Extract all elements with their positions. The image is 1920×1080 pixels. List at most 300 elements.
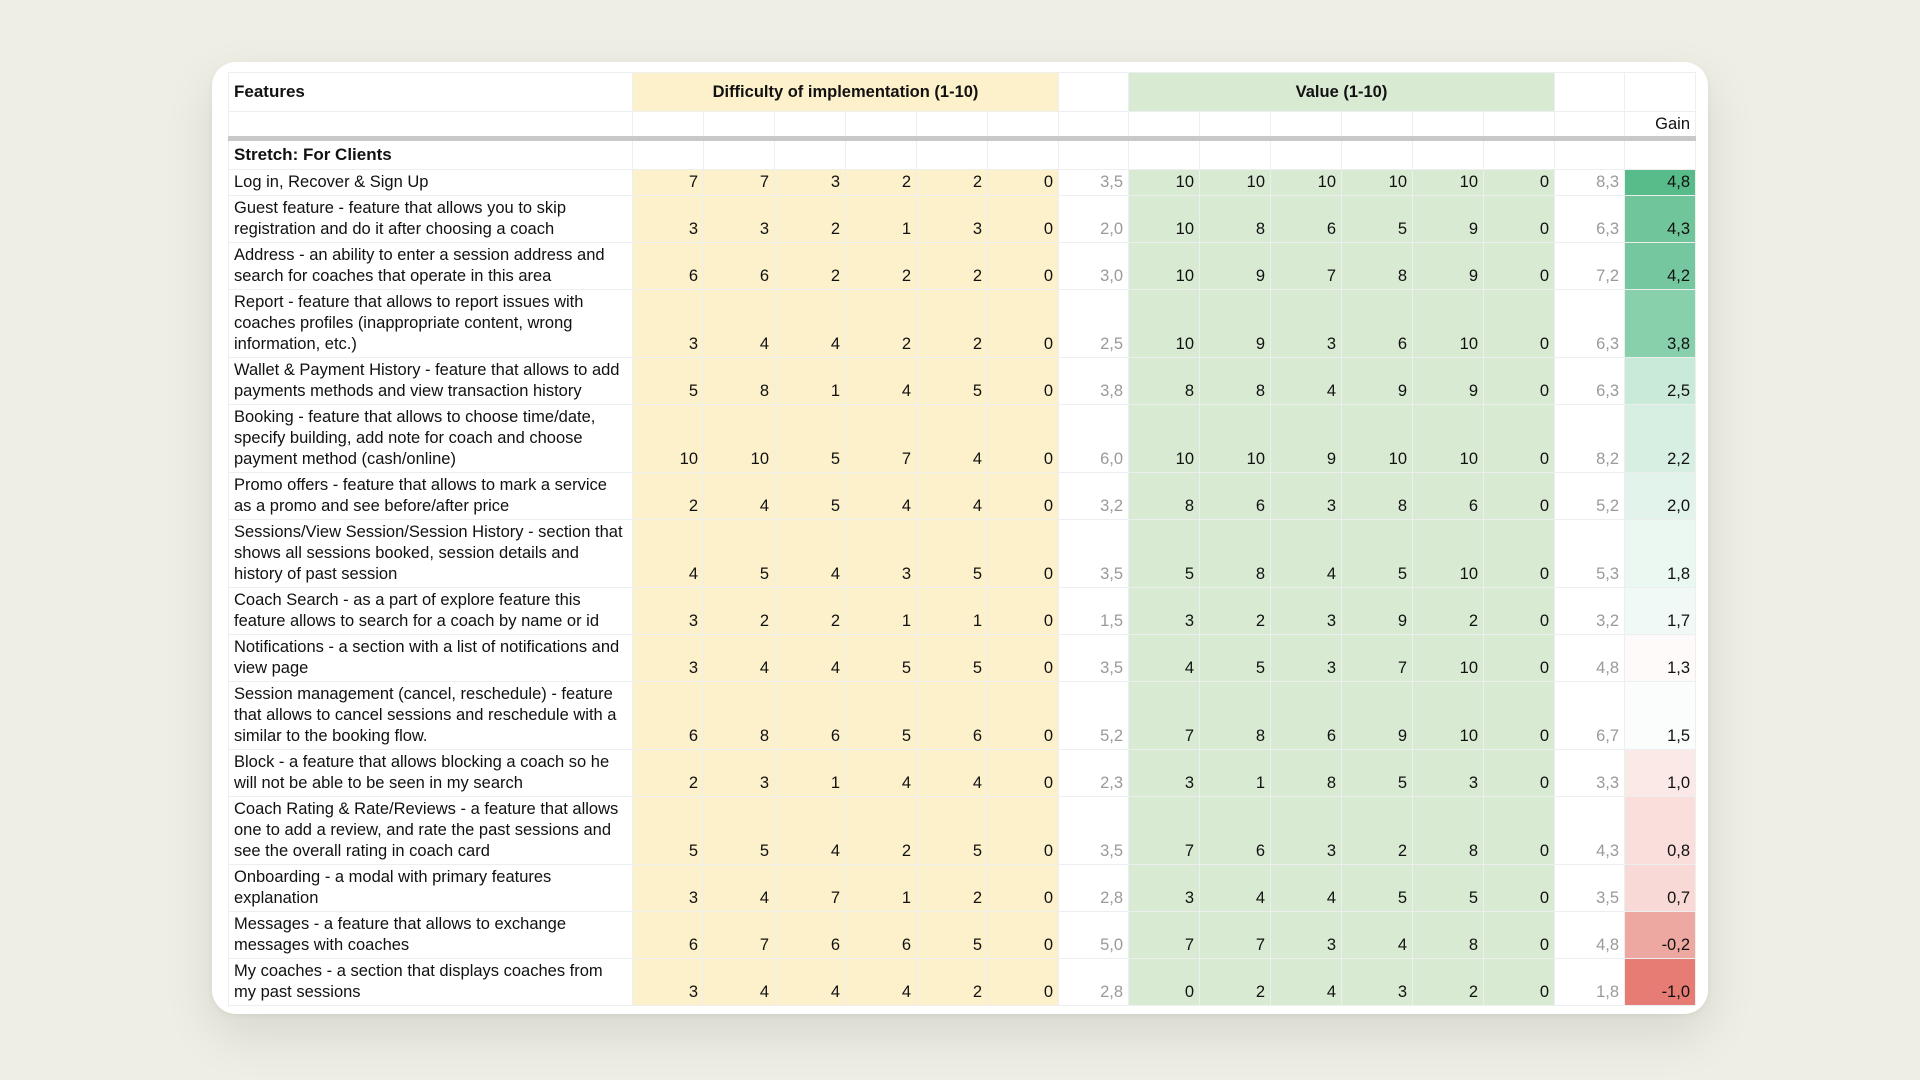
value-average-cell[interactable]: 6,7 [1555,682,1625,750]
header-spacer[interactable] [1059,73,1129,112]
value-cell[interactable]: 10 [1129,196,1200,243]
difficulty-cell[interactable]: 4 [846,959,917,1006]
difficulty-average-cell[interactable]: 2,0 [1059,196,1129,243]
difficulty-cell[interactable]: 0 [988,243,1059,290]
subheader-cell[interactable] [704,112,775,139]
difficulty-average-cell[interactable]: 3,5 [1059,797,1129,865]
value-average-cell[interactable]: 8,3 [1555,170,1625,196]
table-row [229,196,1696,243]
difficulty-average-cell[interactable]: 3,5 [1059,635,1129,682]
feature-cell[interactable]: Coach Rating & Rate/Reviews - a feature that allows one to add a review, and rate the past sessions and see the overall rating in coach card [229,797,633,865]
value-cell[interactable]: 10 [1413,682,1484,750]
gain-cell[interactable]: 3,8 [1625,290,1696,358]
section-cell[interactable] [988,139,1059,170]
feature-cell[interactable]: Log in, Recover & Sign Up [229,170,633,196]
feature-cell[interactable]: Messages - a feature that allows to exchange messages with coaches [229,912,633,959]
value-cell[interactable]: 3 [1129,865,1200,912]
value-cell[interactable]: 8 [1129,473,1200,520]
difficulty-cell[interactable]: 5 [775,405,846,473]
difficulty-cell[interactable]: 6 [775,682,846,750]
gain-cell[interactable]: 0,8 [1625,797,1696,865]
value-cell[interactable]: 2 [1413,588,1484,635]
difficulty-cell[interactable]: 2 [846,290,917,358]
section-cell[interactable] [1625,139,1696,170]
table-row [229,520,1696,588]
difficulty-cell[interactable]: 4 [775,797,846,865]
section-cell[interactable] [1129,139,1200,170]
value-cell[interactable]: 8 [1129,358,1200,405]
difficulty-cell[interactable]: 2 [917,170,988,196]
value-cell[interactable]: 4 [1271,865,1342,912]
value-average-cell[interactable]: 1,8 [1555,959,1625,1006]
value-cell[interactable]: 3 [1271,635,1342,682]
difficulty-cell[interactable]: 1 [846,588,917,635]
value-cell[interactable]: 3 [1129,750,1200,797]
value-cell[interactable]: 7 [1271,243,1342,290]
value-cell[interactable]: 0 [1484,750,1555,797]
subheader-cell[interactable] [1342,112,1413,139]
value-average-cell[interactable]: 5,2 [1555,473,1625,520]
value-cell[interactable]: 10 [1129,405,1200,473]
value-cell[interactable]: 9 [1200,290,1271,358]
table-row [229,797,1696,865]
gain-cell[interactable]: 0,7 [1625,865,1696,912]
difficulty-cell[interactable]: 4 [846,473,917,520]
value-cell[interactable]: 10 [1129,170,1200,196]
value-cell[interactable]: 3 [1271,290,1342,358]
value-average-cell[interactable]: 8,2 [1555,405,1625,473]
difficulty-cell[interactable]: 5 [917,635,988,682]
difficulty-average-cell[interactable]: 3,8 [1059,358,1129,405]
value-average-cell[interactable]: 6,3 [1555,290,1625,358]
difficulty-cell[interactable]: 2 [633,750,704,797]
difficulty-average-cell[interactable]: 2,3 [1059,750,1129,797]
difficulty-cell[interactable]: 6 [633,912,704,959]
value-average-cell[interactable]: 3,2 [1555,588,1625,635]
difficulty-cell[interactable]: 5 [633,358,704,405]
difficulty-cell[interactable]: 5 [846,635,917,682]
value-cell[interactable]: 10 [1129,243,1200,290]
value-cell[interactable]: 0 [1129,959,1200,1006]
difficulty-cell[interactable]: 4 [775,290,846,358]
value-cell[interactable]: 7 [1342,635,1413,682]
value-cell[interactable]: 4 [1271,358,1342,405]
value-average-cell[interactable]: 5,3 [1555,520,1625,588]
value-cell[interactable]: 6 [1200,797,1271,865]
value-cell[interactable]: 4 [1129,635,1200,682]
difficulty-cell[interactable]: 6 [633,682,704,750]
value-cell[interactable]: 0 [1484,588,1555,635]
value-cell[interactable]: 10 [1413,170,1484,196]
subheader-cell[interactable] [1129,112,1200,139]
difficulty-cell[interactable]: 1 [846,196,917,243]
gain-cell[interactable]: -1,0 [1625,959,1696,1006]
value-average-cell[interactable]: 3,5 [1555,865,1625,912]
difficulty-cell[interactable]: 5 [704,520,775,588]
difficulty-cell[interactable]: 0 [988,196,1059,243]
value-cell[interactable]: 10 [1413,635,1484,682]
gain-header[interactable]: Gain [1625,112,1696,139]
value-cell[interactable]: 10 [1413,520,1484,588]
value-cell[interactable]: 6 [1271,682,1342,750]
difficulty-cell[interactable]: 0 [988,635,1059,682]
table-row [229,405,1696,473]
difficulty-cell[interactable]: 1 [846,865,917,912]
value-cell[interactable]: 8 [1271,750,1342,797]
header-spacer[interactable] [1625,73,1696,112]
value-cell[interactable]: 3 [1271,473,1342,520]
difficulty-cell[interactable]: 7 [775,865,846,912]
value-cell[interactable]: 8 [1200,196,1271,243]
difficulty-average-cell[interactable]: 2,5 [1059,290,1129,358]
feature-cell[interactable]: Report - feature that allows to report issues with coaches profiles (inappropriate content, wrong information, etc.) [229,290,633,358]
subheader-cell[interactable] [775,112,846,139]
gain-cell[interactable]: 4,2 [1625,243,1696,290]
value-cell[interactable]: 10 [1200,405,1271,473]
subheader-cell[interactable] [846,112,917,139]
value-cell[interactable]: 8 [1413,797,1484,865]
section-cell[interactable] [1342,139,1413,170]
feature-cell[interactable]: Sessions/View Session/Session History - section that shows all sessions booked, session details and history of past session [229,520,633,588]
value-cell[interactable]: 10 [1413,290,1484,358]
section-cell[interactable] [1413,139,1484,170]
value-cell[interactable]: 1 [1200,750,1271,797]
value-cell[interactable]: 6 [1271,196,1342,243]
value-cell[interactable]: 10 [1342,170,1413,196]
difficulty-cell[interactable]: 0 [988,797,1059,865]
feature-cell[interactable]: Block - a feature that allows blocking a coach so he will not be able to be seen in my search [229,750,633,797]
difficulty-cell[interactable]: 7 [846,405,917,473]
value-cell[interactable]: 3 [1413,750,1484,797]
section-cell[interactable] [1059,139,1129,170]
difficulty-cell[interactable]: 2 [917,243,988,290]
value-cell[interactable]: 0 [1484,912,1555,959]
value-cell[interactable]: 10 [1129,290,1200,358]
value-cell[interactable]: 5 [1200,635,1271,682]
difficulty-cell[interactable]: 0 [988,473,1059,520]
difficulty-cell[interactable]: 0 [988,405,1059,473]
subheader-cell[interactable] [1413,112,1484,139]
value-cell[interactable]: 9 [1413,196,1484,243]
value-cell[interactable]: 5 [1342,865,1413,912]
difficulty-cell[interactable]: 2 [704,588,775,635]
value-cell[interactable]: 9 [1413,358,1484,405]
difficulty-average-cell[interactable]: 3,5 [1059,170,1129,196]
value-header[interactable]: Value (1-10) [1129,73,1555,112]
subheader-cell[interactable] [917,112,988,139]
value-average-cell[interactable]: 4,8 [1555,912,1625,959]
value-cell[interactable]: 7 [1129,682,1200,750]
value-cell[interactable]: 6 [1200,473,1271,520]
section-cell[interactable] [775,139,846,170]
difficulty-cell[interactable]: 6 [704,243,775,290]
difficulty-cell[interactable]: 4 [917,473,988,520]
difficulty-cell[interactable]: 1 [775,358,846,405]
difficulty-cell[interactable]: 2 [775,196,846,243]
value-cell[interactable]: 4 [1271,520,1342,588]
value-cell[interactable]: 5 [1342,750,1413,797]
difficulty-average-cell[interactable]: 3,0 [1059,243,1129,290]
difficulty-cell[interactable]: 0 [988,520,1059,588]
feature-cell[interactable]: My coaches - a section that displays coaches from my past sessions [229,959,633,1006]
difficulty-cell[interactable]: 8 [704,682,775,750]
difficulty-cell[interactable]: 3 [633,865,704,912]
value-cell[interactable]: 8 [1342,473,1413,520]
difficulty-cell[interactable]: 6 [775,912,846,959]
difficulty-cell[interactable]: 2 [775,588,846,635]
feature-cell[interactable]: Coach Search - as a part of explore feature this feature allows to search for a coach by name or id [229,588,633,635]
subheader-cell[interactable] [988,112,1059,139]
difficulty-cell[interactable]: 0 [988,959,1059,1006]
difficulty-cell[interactable]: 4 [846,358,917,405]
value-cell[interactable]: 3 [1271,588,1342,635]
difficulty-cell[interactable]: 4 [846,750,917,797]
difficulty-cell[interactable]: 5 [704,797,775,865]
value-cell[interactable]: 0 [1484,358,1555,405]
value-cell[interactable]: 3 [1342,959,1413,1006]
value-cell[interactable]: 2 [1200,588,1271,635]
subheader-cell[interactable] [1484,112,1555,139]
difficulty-cell[interactable]: 5 [633,797,704,865]
value-cell[interactable]: 0 [1484,290,1555,358]
difficulty-cell[interactable]: 3 [917,196,988,243]
value-average-cell[interactable]: 4,8 [1555,635,1625,682]
value-cell[interactable]: 8 [1200,520,1271,588]
difficulty-cell[interactable]: 3 [704,750,775,797]
feature-cell[interactable]: Guest feature - feature that allows you to skip registration and do it after choosing a coach [229,196,633,243]
value-average-cell[interactable]: 3,3 [1555,750,1625,797]
difficulty-cell[interactable]: 0 [988,682,1059,750]
difficulty-cell[interactable]: 5 [846,682,917,750]
value-cell[interactable]: 7 [1129,797,1200,865]
difficulty-cell[interactable]: 8 [704,358,775,405]
value-cell[interactable]: 2 [1342,797,1413,865]
value-cell[interactable]: 0 [1484,405,1555,473]
value-cell[interactable]: 7 [1200,912,1271,959]
feature-cell[interactable]: Address - an ability to enter a session address and search for coaches that operate in this area [229,243,633,290]
section-cell[interactable] [704,139,775,170]
value-average-cell[interactable]: 4,3 [1555,797,1625,865]
value-cell[interactable]: 10 [1342,405,1413,473]
value-cell[interactable]: 4 [1200,865,1271,912]
gain-cell[interactable]: 2,2 [1625,405,1696,473]
value-cell[interactable]: 10 [1200,170,1271,196]
value-average-cell[interactable]: 7,2 [1555,243,1625,290]
difficulty-cell[interactable]: 0 [988,588,1059,635]
value-cell[interactable]: 9 [1200,243,1271,290]
value-cell[interactable]: 8 [1413,912,1484,959]
difficulty-cell[interactable]: 6 [917,682,988,750]
value-cell[interactable]: 0 [1484,473,1555,520]
subheader-cell[interactable] [1271,112,1342,139]
difficulty-cell[interactable]: 0 [988,170,1059,196]
value-cell[interactable]: 0 [1484,520,1555,588]
difficulty-cell[interactable]: 4 [704,635,775,682]
difficulty-average-cell[interactable]: 6,0 [1059,405,1129,473]
section-cell[interactable] [846,139,917,170]
feature-cell[interactable]: Promo offers - feature that allows to mark a service as a promo and see before/after price [229,473,633,520]
difficulty-cell[interactable]: 3 [633,588,704,635]
section-cell[interactable] [1484,139,1555,170]
value-cell[interactable]: 6 [1342,290,1413,358]
difficulty-cell[interactable]: 7 [704,912,775,959]
subheader-cell[interactable] [1200,112,1271,139]
section-title[interactable]: Stretch: For Clients [229,139,633,170]
value-cell[interactable]: 0 [1484,682,1555,750]
subheader-cell[interactable] [1059,112,1129,139]
difficulty-cell[interactable]: 4 [775,635,846,682]
value-cell[interactable]: 2 [1413,959,1484,1006]
difficulty-cell[interactable]: 10 [633,405,704,473]
difficulty-cell[interactable]: 3 [633,196,704,243]
difficulty-cell[interactable]: 0 [988,912,1059,959]
difficulty-cell[interactable]: 7 [633,170,704,196]
difficulty-cell[interactable]: 2 [846,170,917,196]
value-cell[interactable]: 8 [1342,243,1413,290]
value-cell[interactable]: 4 [1342,912,1413,959]
difficulty-cell[interactable]: 4 [917,405,988,473]
difficulty-cell[interactable]: 5 [917,797,988,865]
value-cell[interactable]: 9 [1342,358,1413,405]
difficulty-cell[interactable]: 1 [917,588,988,635]
value-cell[interactable]: 9 [1271,405,1342,473]
difficulty-cell[interactable]: 3 [846,520,917,588]
difficulty-cell[interactable]: 4 [775,520,846,588]
difficulty-header[interactable]: Difficulty of implementation (1-10) [633,73,1059,112]
gain-cell[interactable]: 2,0 [1625,473,1696,520]
value-cell[interactable]: 3 [1129,588,1200,635]
difficulty-cell[interactable]: 5 [917,520,988,588]
subheader-row [229,112,1696,139]
difficulty-cell[interactable]: 3 [633,959,704,1006]
value-cell[interactable]: 10 [1413,405,1484,473]
value-cell[interactable]: 0 [1484,170,1555,196]
value-cell[interactable]: 4 [1271,959,1342,1006]
value-cell[interactable]: 3 [1271,912,1342,959]
difficulty-cell[interactable]: 3 [704,196,775,243]
feature-cell[interactable]: Onboarding - a modal with primary features explanation [229,865,633,912]
value-average-cell[interactable]: 6,3 [1555,196,1625,243]
difficulty-cell[interactable]: 6 [846,912,917,959]
value-cell[interactable]: 5 [1129,520,1200,588]
value-cell[interactable]: 9 [1342,588,1413,635]
value-cell[interactable]: 10 [1271,170,1342,196]
subheader-cell[interactable] [229,112,633,139]
difficulty-cell[interactable]: 0 [988,750,1059,797]
value-average-cell[interactable]: 6,3 [1555,358,1625,405]
difficulty-cell[interactable]: 4 [704,473,775,520]
feature-cell[interactable]: Wallet & Payment History - feature that allows to add payments methods and view transaction history [229,358,633,405]
difficulty-average-cell[interactable]: 2,8 [1059,865,1129,912]
difficulty-cell[interactable]: 2 [633,473,704,520]
difficulty-average-cell[interactable]: 2,8 [1059,959,1129,1006]
value-cell[interactable]: 3 [1271,797,1342,865]
difficulty-cell[interactable]: 1 [775,750,846,797]
feature-cell[interactable]: Notifications - a section with a list of notifications and view page [229,635,633,682]
gain-cell[interactable]: 2,5 [1625,358,1696,405]
difficulty-cell[interactable]: 4 [775,959,846,1006]
header-spacer[interactable] [1555,73,1625,112]
difficulty-cell[interactable]: 5 [775,473,846,520]
difficulty-cell[interactable]: 3 [633,635,704,682]
gain-cell[interactable]: 4,8 [1625,170,1696,196]
value-cell[interactable]: 5 [1342,196,1413,243]
gain-cell[interactable]: 1,0 [1625,750,1696,797]
difficulty-average-cell[interactable]: 1,5 [1059,588,1129,635]
value-cell[interactable]: 6 [1413,473,1484,520]
difficulty-average-cell[interactable]: 3,5 [1059,520,1129,588]
difficulty-cell[interactable]: 4 [704,290,775,358]
section-cell[interactable] [633,139,704,170]
section-cell[interactable] [1200,139,1271,170]
section-cell[interactable] [1271,139,1342,170]
difficulty-cell[interactable]: 4 [704,959,775,1006]
difficulty-cell[interactable]: 2 [846,797,917,865]
value-cell[interactable]: 0 [1484,635,1555,682]
value-cell[interactable]: 0 [1484,243,1555,290]
features-table [228,72,1696,1006]
value-cell[interactable]: 9 [1413,243,1484,290]
difficulty-cell[interactable]: 2 [846,243,917,290]
difficulty-cell[interactable]: 5 [917,912,988,959]
difficulty-cell[interactable]: 2 [917,959,988,1006]
features-header[interactable]: Features [229,73,633,112]
difficulty-average-cell[interactable]: 5,0 [1059,912,1129,959]
value-cell[interactable]: 8 [1200,682,1271,750]
difficulty-average-cell[interactable]: 5,2 [1059,682,1129,750]
section-cell[interactable] [1555,139,1625,170]
difficulty-cell[interactable]: 0 [988,358,1059,405]
value-cell[interactable]: 0 [1484,797,1555,865]
difficulty-cell[interactable]: 4 [633,520,704,588]
difficulty-cell[interactable]: 2 [917,290,988,358]
difficulty-cell[interactable]: 10 [704,405,775,473]
difficulty-cell[interactable]: 3 [775,170,846,196]
gain-cell[interactable]: 1,8 [1625,520,1696,588]
section-cell[interactable] [917,139,988,170]
subheader-cell[interactable] [633,112,704,139]
difficulty-cell[interactable]: 4 [917,750,988,797]
gain-cell[interactable]: -0,2 [1625,912,1696,959]
difficulty-cell[interactable]: 2 [775,243,846,290]
gain-cell[interactable]: 1,7 [1625,588,1696,635]
difficulty-cell[interactable]: 2 [917,865,988,912]
subheader-cell[interactable] [1555,112,1625,139]
gain-cell[interactable]: 1,3 [1625,635,1696,682]
feature-cell[interactable]: Session management (cancel, reschedule) - feature that allows to cancel sessions and reschedule with a similar to the booking flow. [229,682,633,750]
feature-cell[interactable]: Booking - feature that allows to choose time/date, specify building, add note for coach and choose payment method (cash/online) [229,405,633,473]
difficulty-cell[interactable]: 5 [917,358,988,405]
value-cell[interactable]: 8 [1200,358,1271,405]
gain-cell[interactable]: 1,5 [1625,682,1696,750]
difficulty-cell[interactable]: 4 [704,865,775,912]
value-cell[interactable]: 7 [1129,912,1200,959]
value-cell[interactable]: 0 [1484,196,1555,243]
difficulty-cell[interactable]: 3 [633,290,704,358]
value-cell[interactable]: 5 [1342,520,1413,588]
difficulty-cell[interactable]: 7 [704,170,775,196]
value-cell[interactable]: 0 [1484,959,1555,1006]
difficulty-cell[interactable]: 6 [633,243,704,290]
gain-cell[interactable]: 4,3 [1625,196,1696,243]
value-cell[interactable]: 0 [1484,865,1555,912]
difficulty-cell[interactable]: 0 [988,290,1059,358]
value-cell[interactable]: 2 [1200,959,1271,1006]
value-cell[interactable]: 9 [1342,682,1413,750]
difficulty-cell[interactable]: 0 [988,865,1059,912]
difficulty-average-cell[interactable]: 3,2 [1059,473,1129,520]
value-cell[interactable]: 5 [1413,865,1484,912]
